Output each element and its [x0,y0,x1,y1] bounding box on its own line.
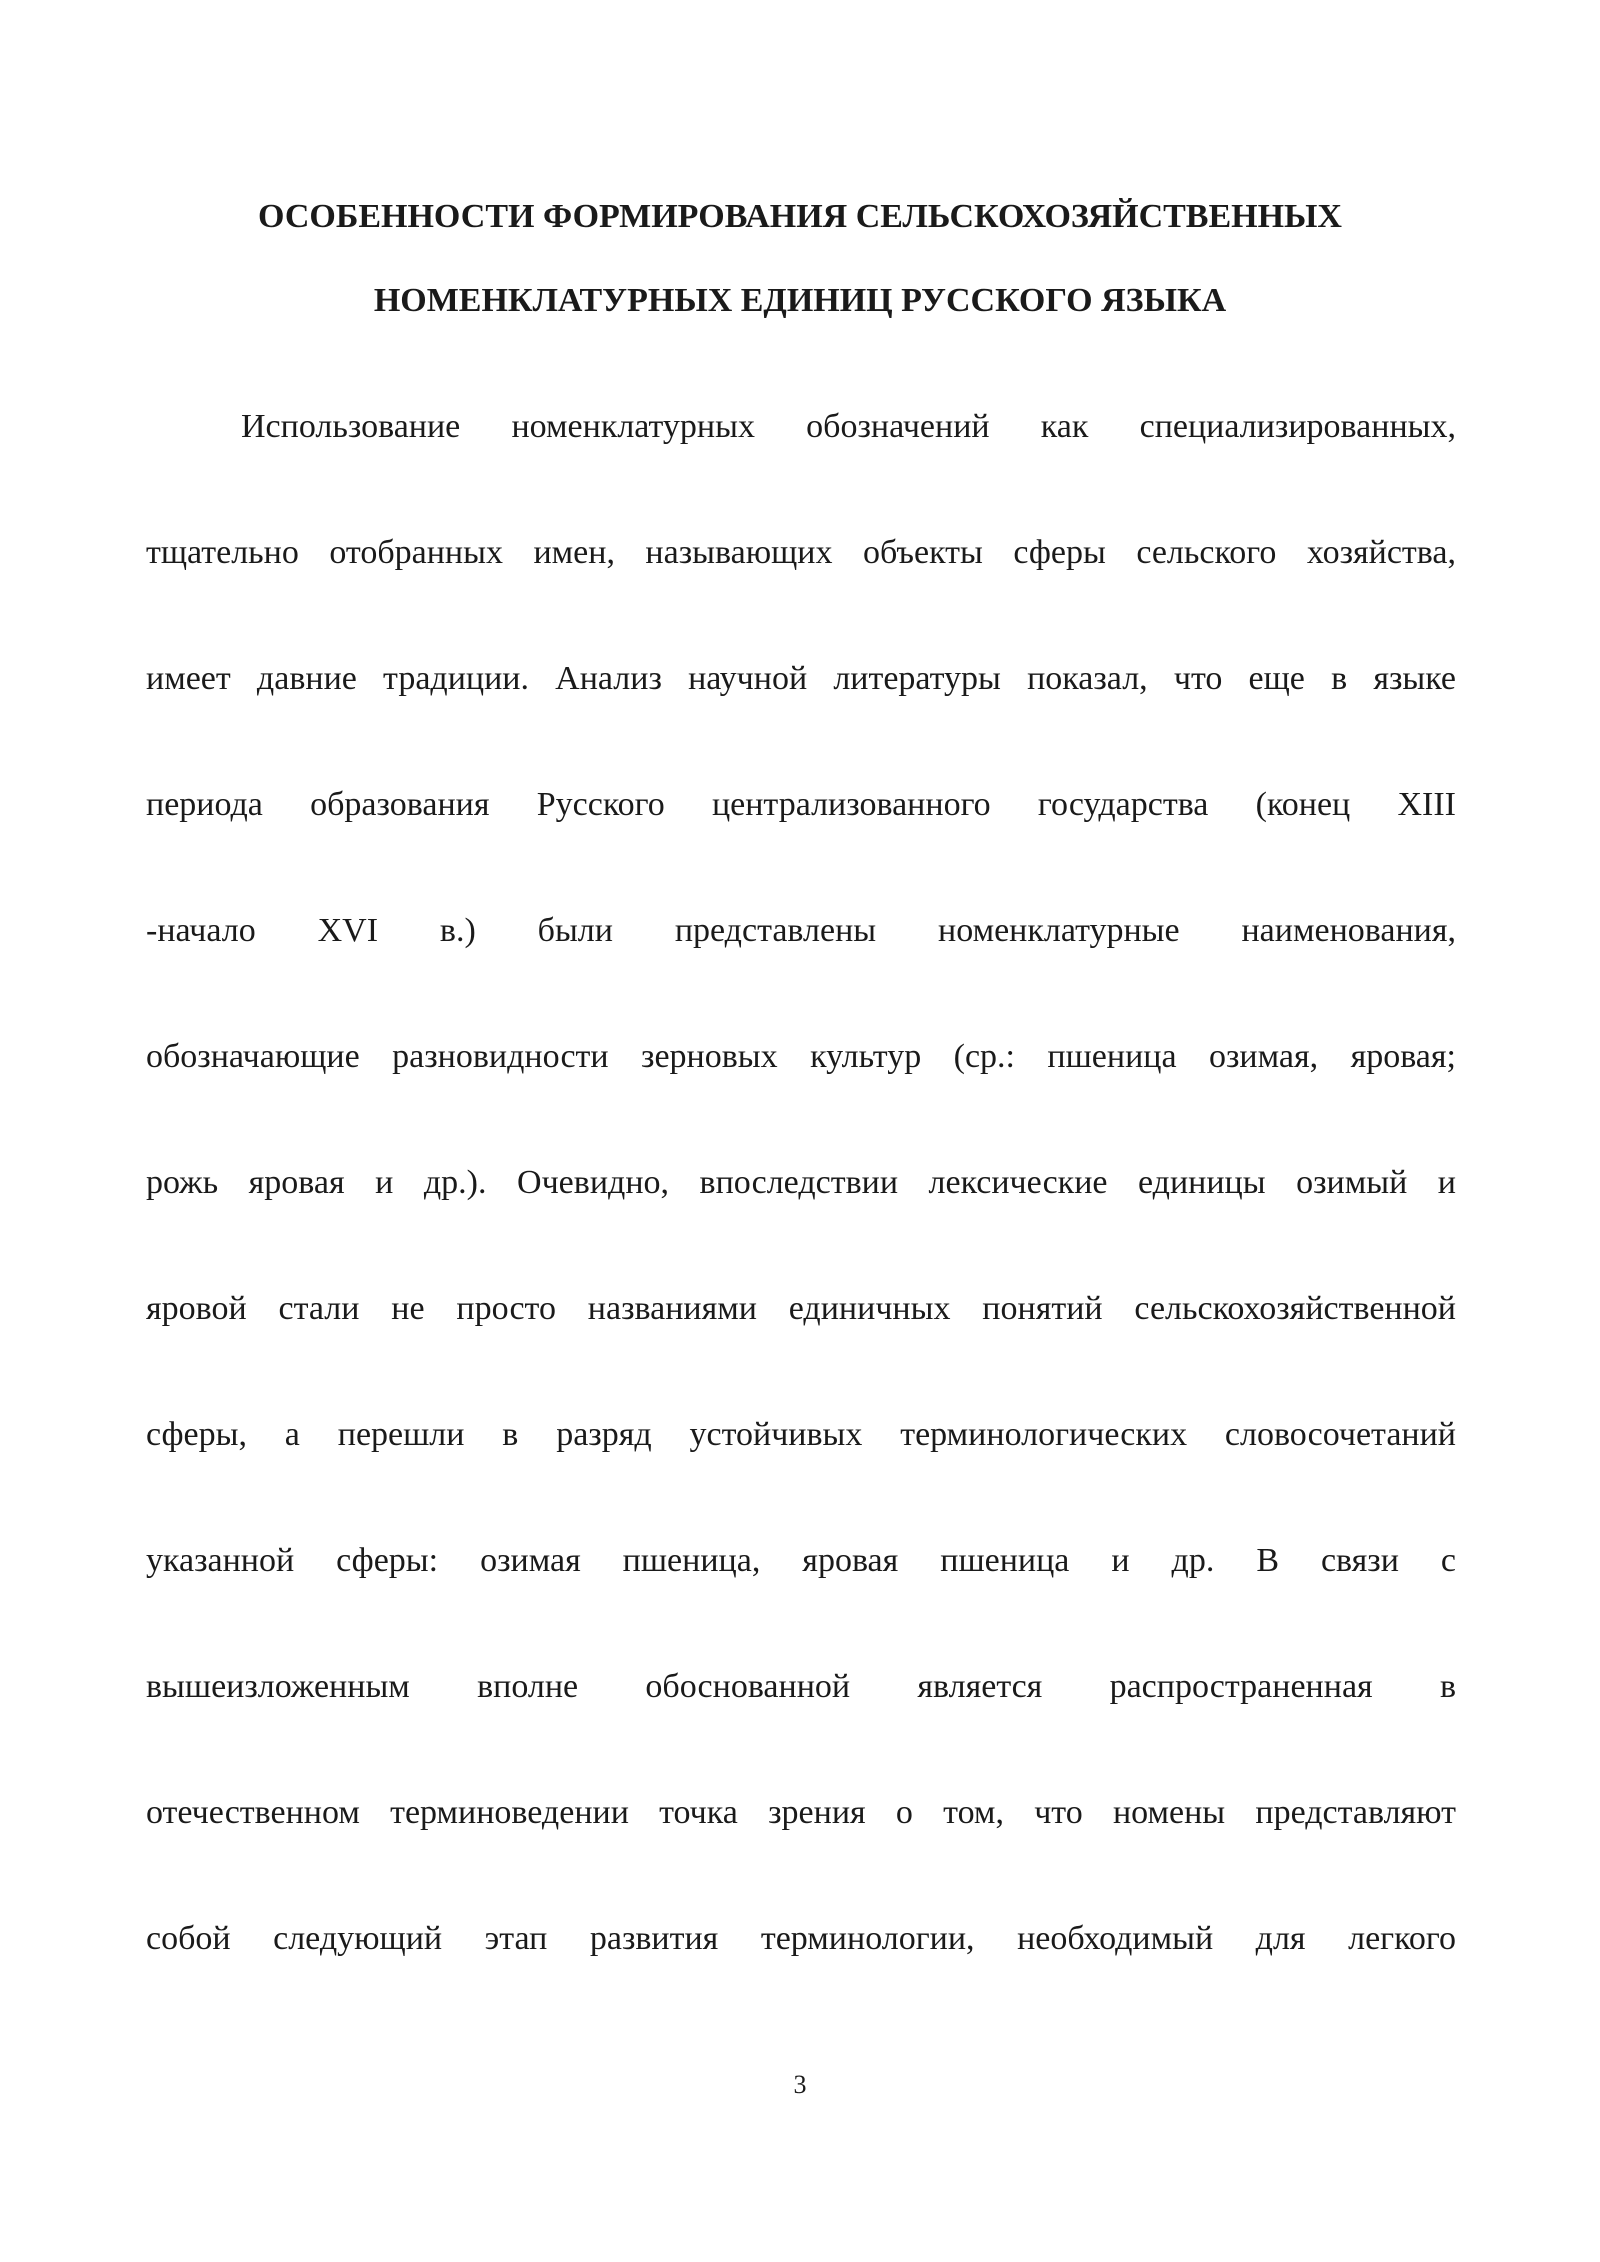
paragraph-line: сферы, а перешли в разряд устойчивых терминологических словосочетаний [146,1416,1456,1453]
paragraph-line: вышеизложенным вполне обоснованной является распространенная в [146,1668,1456,1705]
document-title-line-1: ОСОБЕННОСТИ ФОРМИРОВАНИЯ СЕЛЬСКОХОЗЯЙСТВЕННЫХ [258,198,1342,235]
paragraph-line: периода образования Русского централизованного государства (конец XIII [146,786,1456,823]
paragraph-line: Использование номенклатурных обозначений как специализированных, [241,408,1456,445]
paragraph-line: яровой стали не просто названиями единичных понятий сельскохозяйственной [146,1290,1456,1327]
paragraph-line: обозначающие разновидности зерновых культур (ср.: пшеница озимая, яровая; [146,1038,1456,1075]
paragraph-line: отечественном терминоведении точка зрения о том, что номены представляют [146,1794,1456,1831]
paragraph-line: тщательно отобранных имен, называющих объекты сферы сельского хозяйства, [146,534,1456,571]
paragraph-line: собой следующий этап развития терминологии, необходимый для легкого [146,1920,1456,1957]
document-title-line-2: НОМЕНКЛАТУРНЫХ ЕДИНИЦ РУССКОГО ЯЗЫКА [373,282,1227,319]
paragraph-line: рожь яровая и др.). Очевидно, впоследствии лексические единицы озимый и [146,1164,1456,1201]
paragraph-line: -начало XVI в.) были представлены номенклатурные наименования, [146,912,1456,949]
paragraph-line: указанной сферы: озимая пшеница, яровая пшеница и др. В связи с [146,1542,1456,1579]
page-number: 3 [793,2070,807,2099]
paragraph-line: имеет давние традиции. Анализ научной литературы показал, что еще в языке [146,660,1456,697]
